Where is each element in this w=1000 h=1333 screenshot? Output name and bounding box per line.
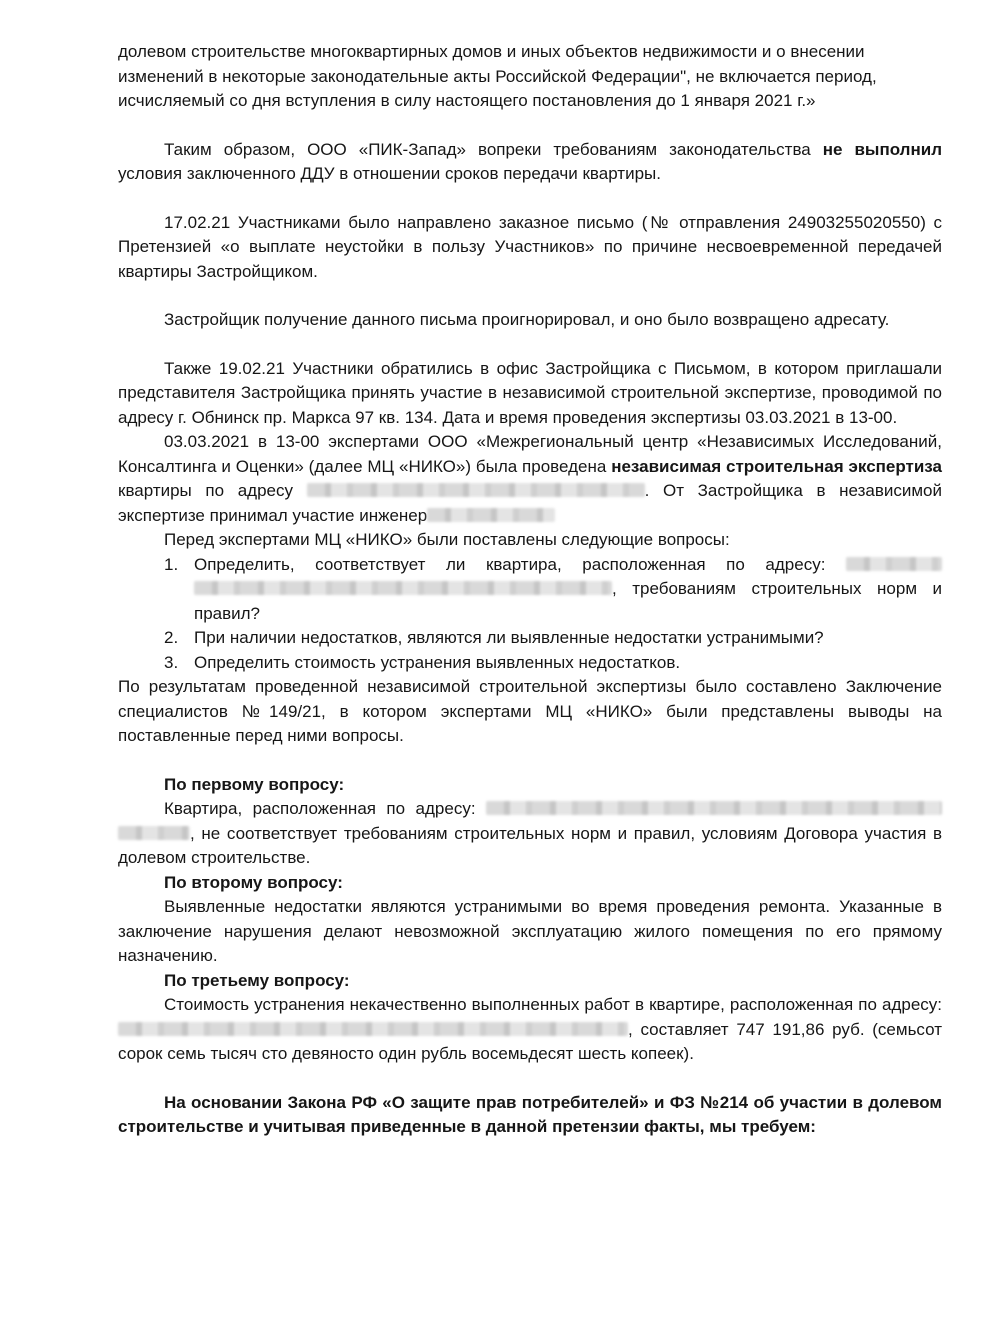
paragraph-final-demand: На основании Закона РФ «О защите прав потребителей» и ФЗ №214 об участии в долевом строительстве и учитывая приведенные в данной претензии факты, мы требуем: [118,1092,942,1136]
bold-not-fulfilled: не выполнил [822,139,942,159]
question-3-answer: Стоимость устранения некачественно выполненных работ в квартире, расположенная по адресу: , составляет 747 191,86 руб. (семьсот сорок семь тысяч сто девяносто один рубль восемьдесят шесть копеек). [118,995,942,1063]
paragraph-questions-intro: Перед экспертами МЦ «НИКО» были поставлены следующие вопросы: [164,530,730,549]
paragraph-results: По результатам проведенной независимой строительной экспертизы было составлено Заключение специалистов №149/21, в котором экспертами МЦ «НИКО» были представлены выводы на поставленные перед ними вопросы. [118,677,942,745]
paragraph-expertise: 03.03.2021 в 13-00 экспертами ООО «Межрегиональный центр «Независимых Исследований, Консалтинга и Оценки» (далее МЦ «НИКО») была проведена независимая строительная экспертиза квартиры по адресу . От Застройщика в независимой экспертизе принимал участие инженер [118,432,943,525]
redacted-address [118,826,190,840]
paragraph-thus: Таким образом, ООО «ПИК-Запад» вопреки требованиям законодательства не выполнил условия заключенного ДДУ в отношении сроков передачи квартиры. [118,139,942,183]
list-item: 1. Определить, соответствует ли квартира, расположенная по адресу: , требованиям строительных норм и правил? [164,554,942,623]
question-3-heading: По третьему вопросу: [164,970,350,990]
paragraph-ignored: Застройщик получение данного письма проигнорировал, и оно было возвращено адресату. [164,310,890,329]
questions-list [118,553,942,676]
bold-expertise: независимая строительная экспертиза [611,456,942,476]
question-1-heading: По первому вопросу: [164,774,345,794]
redacted-engineer-name [427,508,555,522]
intro-paragraph: долевом строительстве многоквартирных домов и иных объектов недвижимости и о внесении изменений в некоторые законодательные акты Российской Федерации", не включается период, исчисляемый со дня вступления в силу настоящего постановления до 1 января 2021 г.» [118,42,877,110]
paragraph-letter: 17.02.21 Участниками было направлено заказное письмо (№ отправления 24903255020550) с Претензией «о выплате неустойки в пользу Участников» по причине несвоевременной передачей квартиры Застройщиком. [118,212,942,281]
list-item: 2. При наличии недостатков, являются ли выявленные недостатки устранимыми? [164,628,824,647]
redacted-address [486,801,942,815]
redacted-address [118,1022,628,1036]
question-1-answer: Квартира, расположенная по адресу: , не соответствует требованиям строительных норм и правил, условиям Договора участия в долевом строительстве. [118,799,942,867]
paragraph-also: Также 19.02.21 Участники обратились в офис Застройщика с Письмом, в котором приглашали представителя Застройщика принять участие в независимой строительной экспертизе, проводимой по адресу г. Обнинск пр. Маркса 97 кв. 134. Дата и время проведения экспертизы 03.03.2021 в 13-00. [118,358,942,427]
redacted-address [307,483,645,497]
question-2-answer: Выявленные недостатки являются устранимыми во время проведения ремонта. Указанные в заключение нарушения делают невозможной эксплуатацию жилого помещения по его прямому назначению. [118,897,942,965]
redacted-address [846,557,942,571]
list-item: 3. Определить стоимость устранения выявленных недостатков. [164,652,681,672]
redacted-address [194,581,612,595]
question-2-heading: По второму вопросу: [164,872,343,892]
